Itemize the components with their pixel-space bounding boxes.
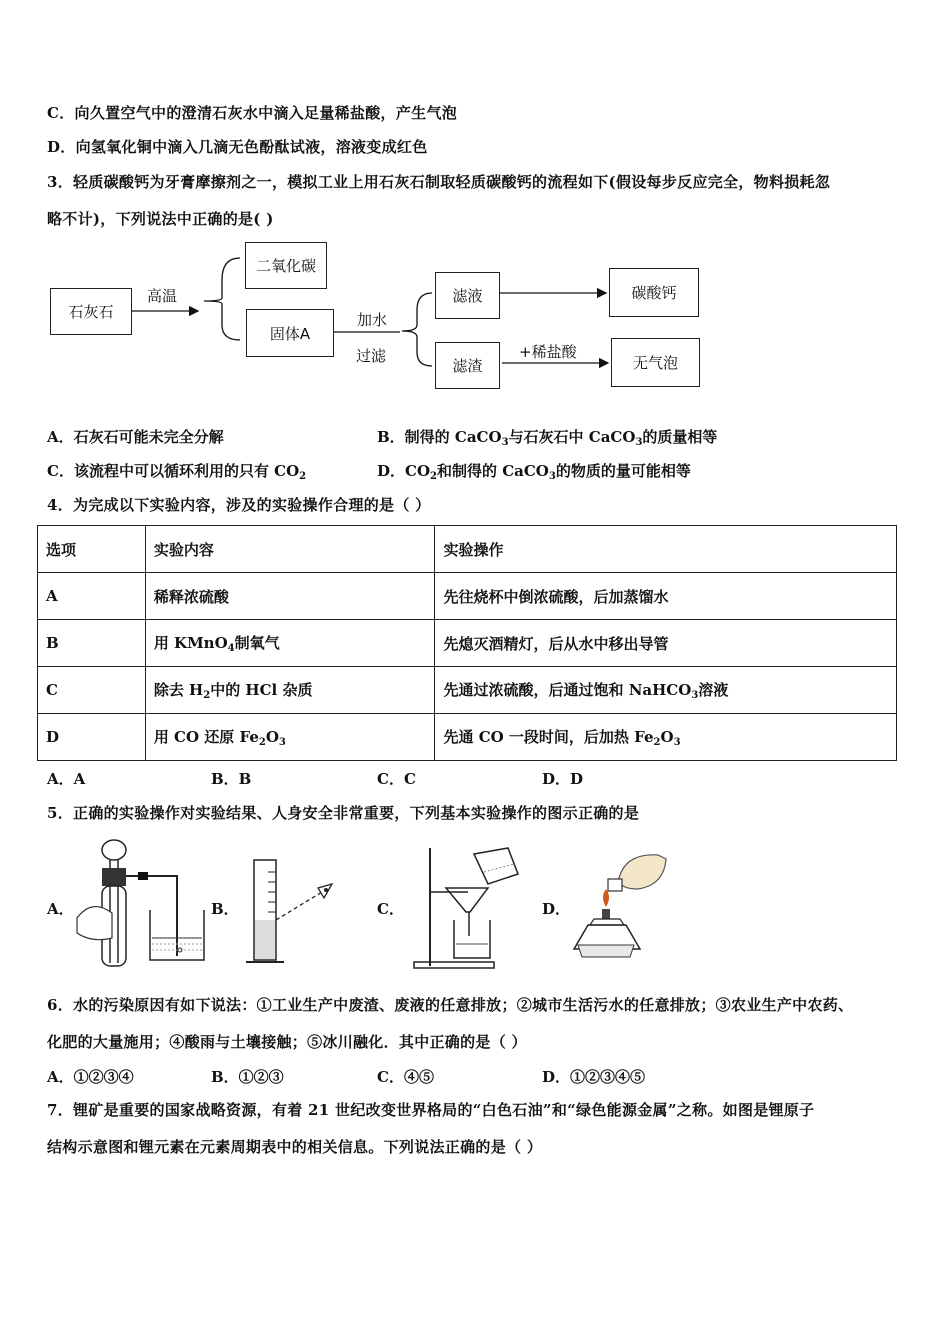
- q6-answer-c: C．④⑤: [377, 1068, 434, 1086]
- row-operation: [435, 714, 897, 761]
- row-content-text1: 用 CO 还原 Fe: [153, 728, 259, 746]
- q3-d-sub1: 2: [430, 471, 437, 482]
- airtight-check-figure: [72, 838, 212, 970]
- row-op-text2: 溶液: [698, 681, 729, 699]
- row-key: A: [38, 573, 146, 620]
- table-row: [38, 667, 897, 714]
- q4-answer-b: B．B: [211, 770, 252, 788]
- q3-option-b: [377, 426, 717, 448]
- q3-d-text2: 和制得的 CaCO: [436, 462, 549, 480]
- box-caco3-label: 碳酸钙: [631, 284, 677, 302]
- table-header-row: [38, 526, 897, 573]
- q5-label-b: B．: [211, 900, 239, 918]
- q3-option-d: [377, 460, 691, 482]
- brace-filter: [402, 293, 432, 366]
- q4-stem: 4．为完成以下实验内容，涉及的实验操作合理的是（ ）: [47, 496, 431, 514]
- q3-option-c: [47, 460, 306, 482]
- box-no-bubble: [611, 338, 700, 387]
- box-co2: [245, 242, 327, 289]
- q6-answer-a: A．①②③④: [47, 1068, 134, 1086]
- q4-table: [37, 525, 897, 761]
- q3-c-sub: 2: [299, 471, 307, 482]
- header-option: 选项: [38, 526, 146, 573]
- row-content-text1: 用 KMnO: [153, 634, 228, 652]
- q3-stem-line1: 3．轻质碳酸钙为牙膏摩擦剂之一，模拟工业上用石灰石制取轻质碳酸钙的流程如下(假设每步反应完全，物料损耗忽: [47, 173, 831, 191]
- q7-stem-line2: 结构示意图和锂元素在元素周期表中的相关信息。下列说法正确的是（ ）: [47, 1138, 543, 1156]
- box-solid-a: [246, 309, 334, 357]
- q3-d-text1: D．CO: [377, 462, 431, 480]
- table-row: [38, 573, 897, 620]
- q7-stem-line1: 7．锂矿是重要的国家战略资源，有着 21 世纪改变世界格局的“白色石油”和“绿色能源金属”之称。如图是锂原子: [47, 1101, 815, 1119]
- q3-option-a: A．石灰石可能未完全分解: [47, 428, 224, 446]
- box-limestone: [50, 288, 132, 335]
- row-op-text1: 先通 CO 一段时间，后加热 Fe: [443, 728, 654, 746]
- box-limestone-label: 石灰石: [68, 303, 114, 321]
- row-op-sub: 2: [653, 737, 661, 748]
- row-content-sub2: 3: [278, 737, 286, 748]
- q5-label-d: D．: [542, 900, 571, 918]
- row-content-sub: 2: [258, 737, 266, 748]
- row-content-text2: 制氧气: [234, 634, 280, 652]
- row-key: B: [38, 620, 146, 667]
- q2-option-d: D．向氢氧化铜中滴入几滴无色酚酞试液，溶液变成红色: [47, 138, 428, 156]
- row-content: 稀释浓硫酸: [145, 573, 435, 620]
- label-high-temp: 高温: [147, 287, 178, 305]
- row-content-sub: 4: [227, 643, 235, 654]
- row-content: [145, 714, 435, 761]
- row-content: [145, 620, 435, 667]
- header-content: 实验内容: [145, 526, 435, 573]
- row-key: C: [38, 667, 146, 714]
- row-content-text2: O: [265, 728, 279, 746]
- q3-c-text: C．该流程中可以循环利用的只有 CO: [47, 462, 300, 480]
- row-content: [145, 667, 435, 714]
- row-op-sub: 3: [691, 690, 699, 701]
- header-operation: 实验操作: [435, 526, 897, 573]
- q3-b-text2: 与石灰石中 CaCO: [508, 428, 636, 446]
- flow-connectors: [0, 0, 950, 400]
- q3-b-text1: B．制得的 CaCO: [377, 428, 502, 446]
- q6-stem-line1: 6．水的污染原因有如下说法：①工业生产中废渣、废液的任意排放；②城市生活污水的任意排放；③农业生产中农药、: [47, 996, 854, 1014]
- row-content-sub: 2: [203, 690, 211, 701]
- row-op-text1: 先通过浓硫酸，后通过饱和 NaHCO: [443, 681, 692, 699]
- label-add-water: 加水: [357, 311, 388, 329]
- q3-d-sub2: 3: [548, 471, 556, 482]
- q5-label-c: C．: [377, 900, 404, 918]
- q3-b-sub2: 3: [635, 437, 643, 448]
- q6-answer-d: D．①②③④⑤: [542, 1068, 646, 1086]
- q4-answer-a: A．A: [47, 770, 86, 788]
- box-solid-a-label: 固体A: [269, 324, 311, 343]
- row-operation: 先熄灭酒精灯，后从水中移出导管: [435, 620, 897, 667]
- q4-answer-d: D．D: [542, 770, 584, 788]
- row-content-text2: 中的 HCl 杂质: [210, 681, 313, 699]
- row-op-sub2: 3: [673, 737, 681, 748]
- row-operation: [435, 667, 897, 714]
- cylinder-reading-figure: [238, 852, 338, 970]
- box-filtrate: [435, 272, 500, 319]
- alcohol-lamp-figure: [568, 845, 678, 971]
- q6-stem-line2: 化肥的大量施用；④酸雨与土壤接触；⑤冰川融化．其中正确的是（ ）: [47, 1033, 527, 1051]
- brace-products: [204, 258, 240, 340]
- box-filtrate-label: 滤液: [452, 287, 483, 305]
- q3-b-text3: 的质量相等: [642, 428, 718, 446]
- filtration-figure: [408, 840, 528, 972]
- q3-stem-line2: 略不计)，下列说法中正确的是( ): [47, 210, 274, 228]
- q5-stem: 5．正确的实验操作对实验结果、人身安全非常重要，下列基本实验操作的图示正确的是: [47, 804, 640, 822]
- box-residue-label: 滤渣: [452, 357, 483, 375]
- box-residue: [435, 342, 500, 389]
- q2-option-c: C．向久置空气中的澄清石灰水中滴入足量稀盐酸，产生气泡: [47, 104, 458, 122]
- box-no-bubble-label: 无气泡: [632, 354, 678, 372]
- label-add-hcl: +稀盐酸: [519, 343, 577, 361]
- box-caco3: [609, 268, 699, 317]
- label-filter: 过滤: [356, 347, 387, 365]
- q3-b-sub1: 3: [501, 437, 509, 448]
- q6-answer-b: B．①②③: [211, 1068, 284, 1086]
- q3-d-text3: 的物质的量可能相等: [555, 462, 691, 480]
- box-co2-label: 二氧化碳: [255, 257, 316, 275]
- row-op-text2: O: [660, 728, 674, 746]
- table-row: [38, 620, 897, 667]
- q5-label-a: A．: [47, 900, 74, 918]
- q4-answer-c: C．C: [377, 770, 416, 788]
- table-row: [38, 714, 897, 761]
- row-operation: 先往烧杯中倒浓硫酸，后加蒸馏水: [435, 573, 897, 620]
- row-key: D: [38, 714, 146, 761]
- row-content-text1: 除去 H: [153, 681, 204, 699]
